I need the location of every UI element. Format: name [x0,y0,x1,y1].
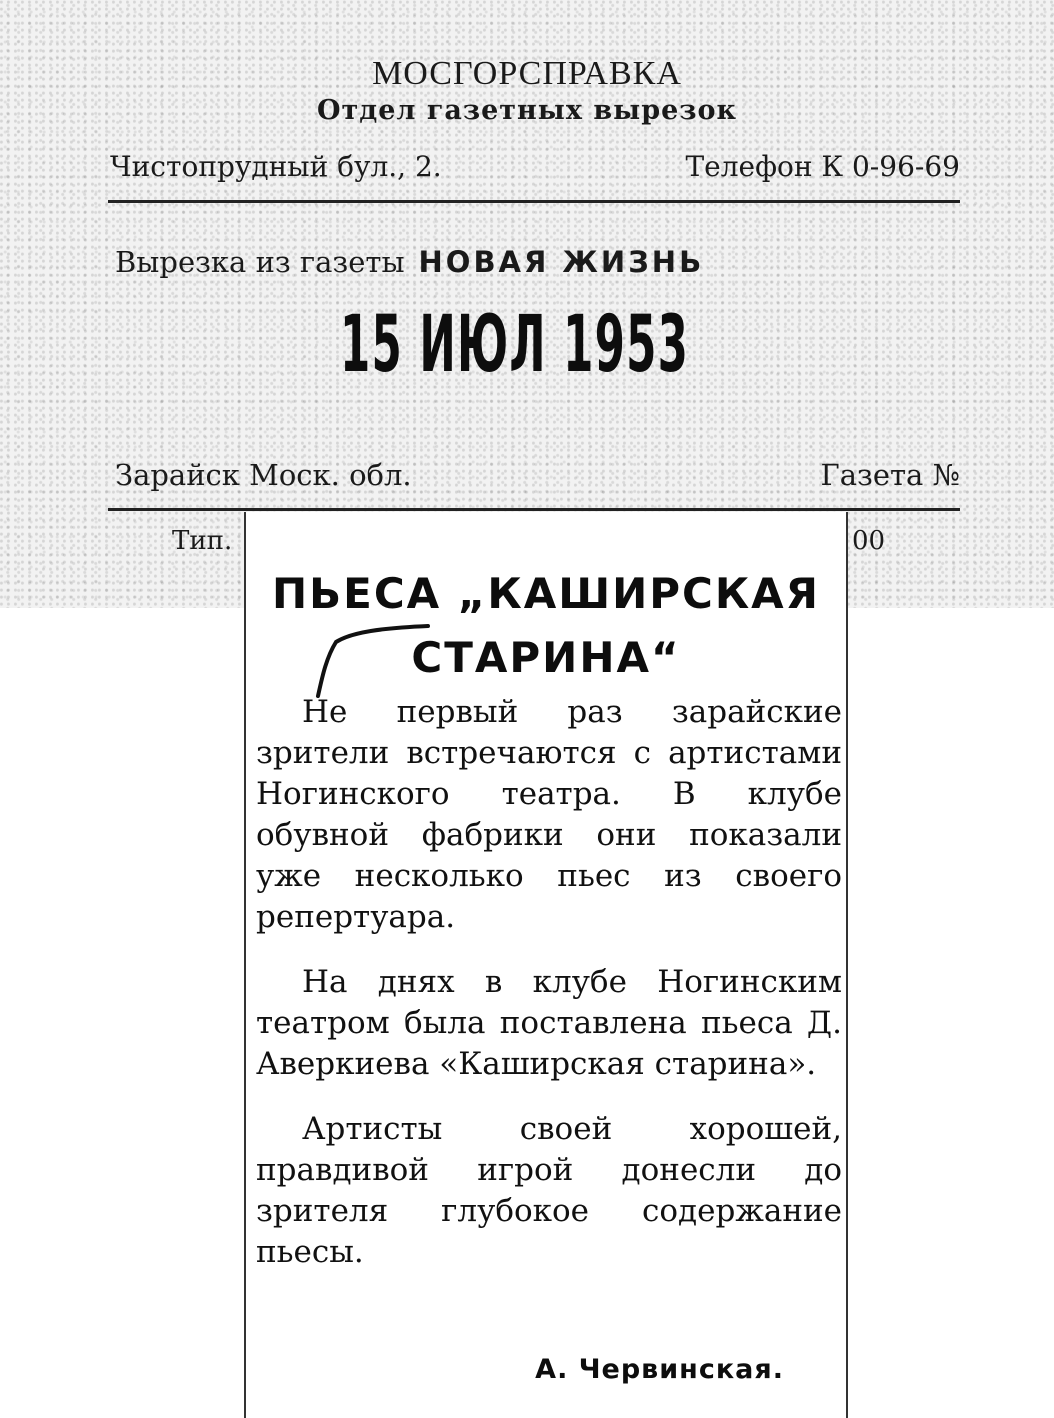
date-stamp: 15 ИЮЛ 1953 [340,300,690,390]
clipping-source-row [115,245,704,279]
typ-suffix: 00 [852,526,886,556]
article-author: А. Червинская. [535,1354,784,1385]
issue-label: Газета № [820,458,960,492]
article-paragraph: Не первый раз зарайские зрители встречаются с артистами Ногинского театра. В клубе обувной фабрики они показали уже несколько пьес из своего репертуара. [256,694,842,935]
clipping-label: Вырезка из газеты [115,245,405,279]
article-title-line-1: ПЬЕСА „КАШИРСКАЯ [271,569,821,618]
city-row [115,458,960,492]
pen-mark-icon [312,618,432,698]
phone: Телефон К 0-96-69 [685,150,960,183]
address-row [110,150,960,183]
article-title-line-2: СТАРИНА“ [411,633,681,682]
article-body [256,692,842,1297]
typ-label: Тип. [172,526,233,556]
article-paragraph: На днях в клубе Ногинским театром была поставлена пьеса Д. Аверкиева «Каширская старина». [256,964,842,1082]
department-name: Отдел газетных вырезок [317,95,737,126]
article-paragraph: Артисты своей хорошей, правдивой игрой донесли до зрителя глубокое содержание пьесы. [256,1111,842,1270]
agency-name: МОСГОРСПРАВКА [372,55,682,92]
address: Чистопрудный бул., 2. [110,150,442,183]
city: Зарайск Моск. обл. [115,458,412,492]
newspaper-name: НОВАЯ ЖИЗНЬ [418,245,705,279]
divider-middle [108,508,960,511]
divider-top [108,200,960,203]
slip-header [0,55,1054,126]
